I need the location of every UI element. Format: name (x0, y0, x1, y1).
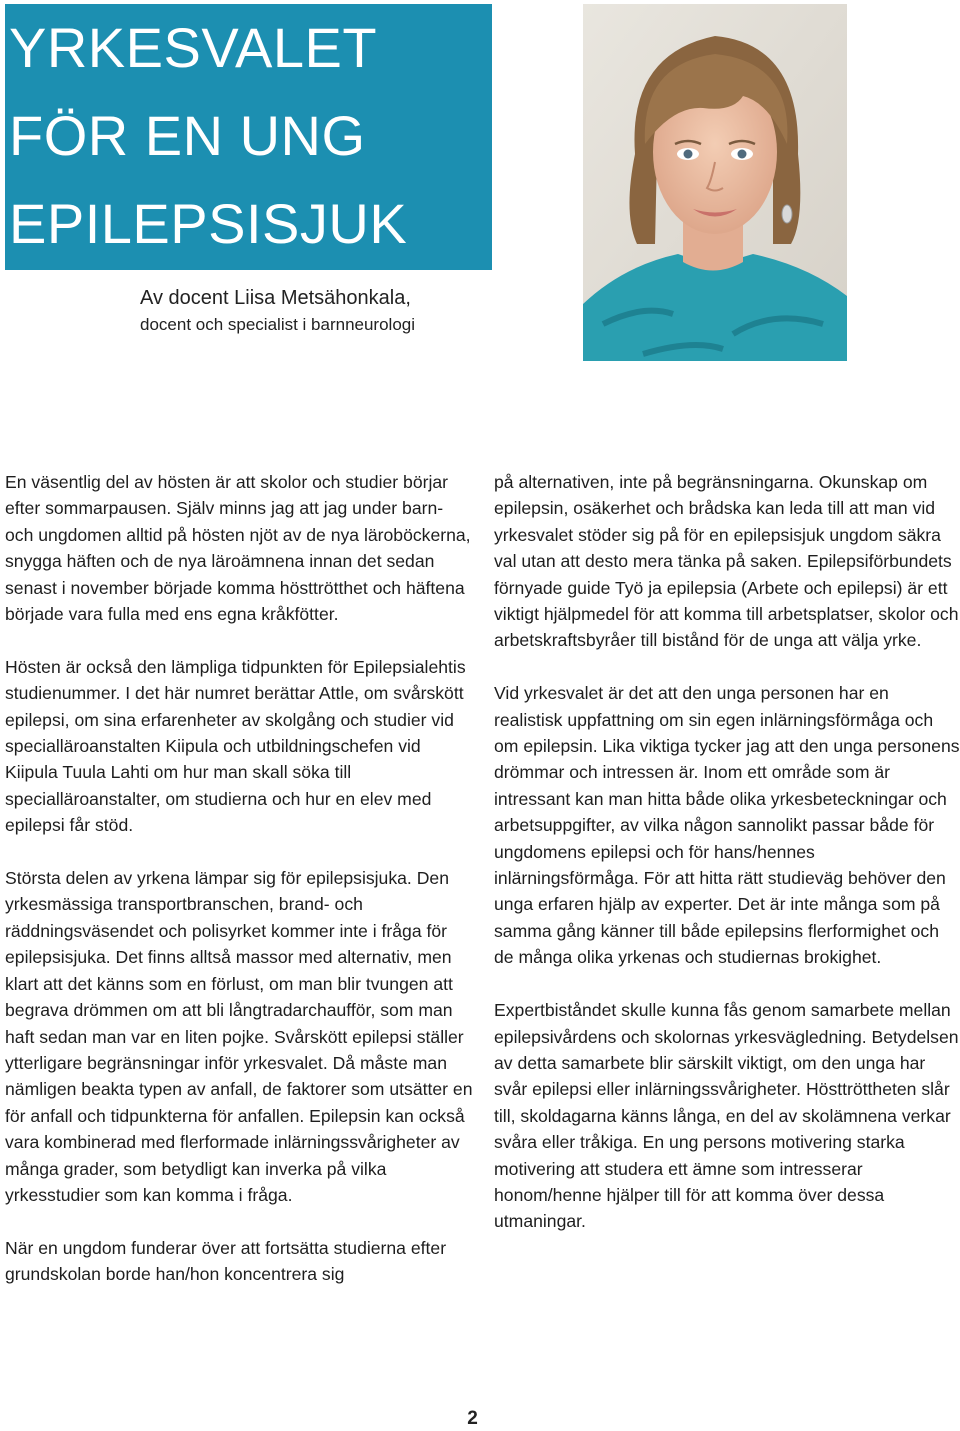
paragraph: Hösten är också den lämpliga tidpunkten för Epilepsialehtis studienummer. I det här numret berättar Attle, om svårskött epilepsi, om sina erfarenheter av skolgång och studier vid specialläroanstalten Kiipula och utbildningschefen vid Kiipula Tuula Lahti om hur man skall söka till specialläroanstalter, om studierna och hur en elev med epilepsi får stöd. (5, 656, 466, 836)
paragraph: När en ungdom funderar över att fortsätta studierna efter grundskolan borde han/hon koncentrera sig (5, 1237, 447, 1285)
paragraph: Vid yrkesvalet är det att den unga personen har en realistisk uppfattning om sin egen inlärningsförmåga och om epilepsin. Lika viktiga tycker jag att den unga personens drömmar och intressen är. Inom ett område som är intressant kan man hitta både olika yrkesbeteckningar och arbetsuppgifter, av vilka någon sannolikt passar både för ungdomens epilepsi och för hans/hennes inlärningsförmåga. För att hitta rätt studieväg behöver den unga erfaren hjälp av experter. Det är inte många som på samma gång känner till både epilepsins flerformighet och de många olika yrkenas och studiernas brokighet. (494, 683, 960, 968)
title-line-2: FÖR EN UNG (9, 104, 366, 167)
right-column (494, 469, 960, 1261)
paragraph: Största delen av yrkena lämpar sig för epilepsisjuka. Den yrkesmässiga transportbranschen, brand- och räddningsväsendet och polisyrket kommer inte i fråga för epilepsisjuka. Det finns alltså massor med alternativ, men klart att det känns som en förlust, om man blir tvungen att begrava drömmen om att bli långtradarchaufför, som man haft sedan man var en liten pojke. Svårskött epilepsi ställer ytterligare begränsningar inför yrkesvalet. Då måste man nämligen beakta typen av anfall, de faktorer som utsätter en för anfall och tidpunkterna för anfallen. Epilepsin kan också vara kombinerad med flerformade inlärningssvårigheter av många grader, som betydligt kan inverka på vilka yrkesstudier som kan komma i fråga. (5, 868, 473, 1205)
author-portrait (583, 4, 847, 361)
page-number: 2 (467, 1408, 478, 1429)
title-line-3: EPILEPSISJUK (9, 192, 408, 255)
byline (140, 284, 500, 338)
author-name: Av docent Liisa Metsähonkala, (140, 287, 411, 309)
title-line-1: YRKESVALET (9, 16, 378, 79)
paragraph: Expertbiståndet skulle kunna fås genom samarbete mellan epilepsivårdens och skolornas yrkesvägledning. Betydelsen av detta samarbete blir särskilt viktigt, om den unga har svår epilepsi eller inlärningssvårigheter. Hösttröttheten slår till, skoldagarna känns långa, en del av skolämnena verkar svåra eller tråkiga. En ung persons motivering starka motivering att studera ett ämne som intresserar honom/henne hjälper till för att komma över dessa utmaningar. (494, 1000, 959, 1232)
paragraph: på alternativen, inte på begränsningarna. Okunskap om epilepsin, osäkerhet och brådska kan leda till att man vid yrkesvalet stöder sig på för en epilepsisjuk ungdom säkra val utan att desto mera tänka på saken. Epilepsiförbundets förnyade guide Työ ja epilepsia (Arbete och epilepsi) är ett viktigt hjälpmedel för att komma till arbetsplatser, skolor och arbetskraftsbyråer till bistånd för de unga att välja yrke. (494, 472, 959, 651)
left-column (5, 469, 475, 1314)
title-banner (5, 4, 492, 270)
author-role: docent och specialist i barnneurologi (140, 315, 416, 334)
paragraph: En väsentlig del av hösten är att skolor och studier börjar efter sommarpausen. Själv minns jag att jag under barn- och ungdomen alltid på hösten njöt av de nya läroböckerna, snygga häften och de nya läroämnena innan det sedan senast i november började komma hösttrötthet och häftena började vara fulla med ens egna kråkfötter. (5, 472, 471, 625)
